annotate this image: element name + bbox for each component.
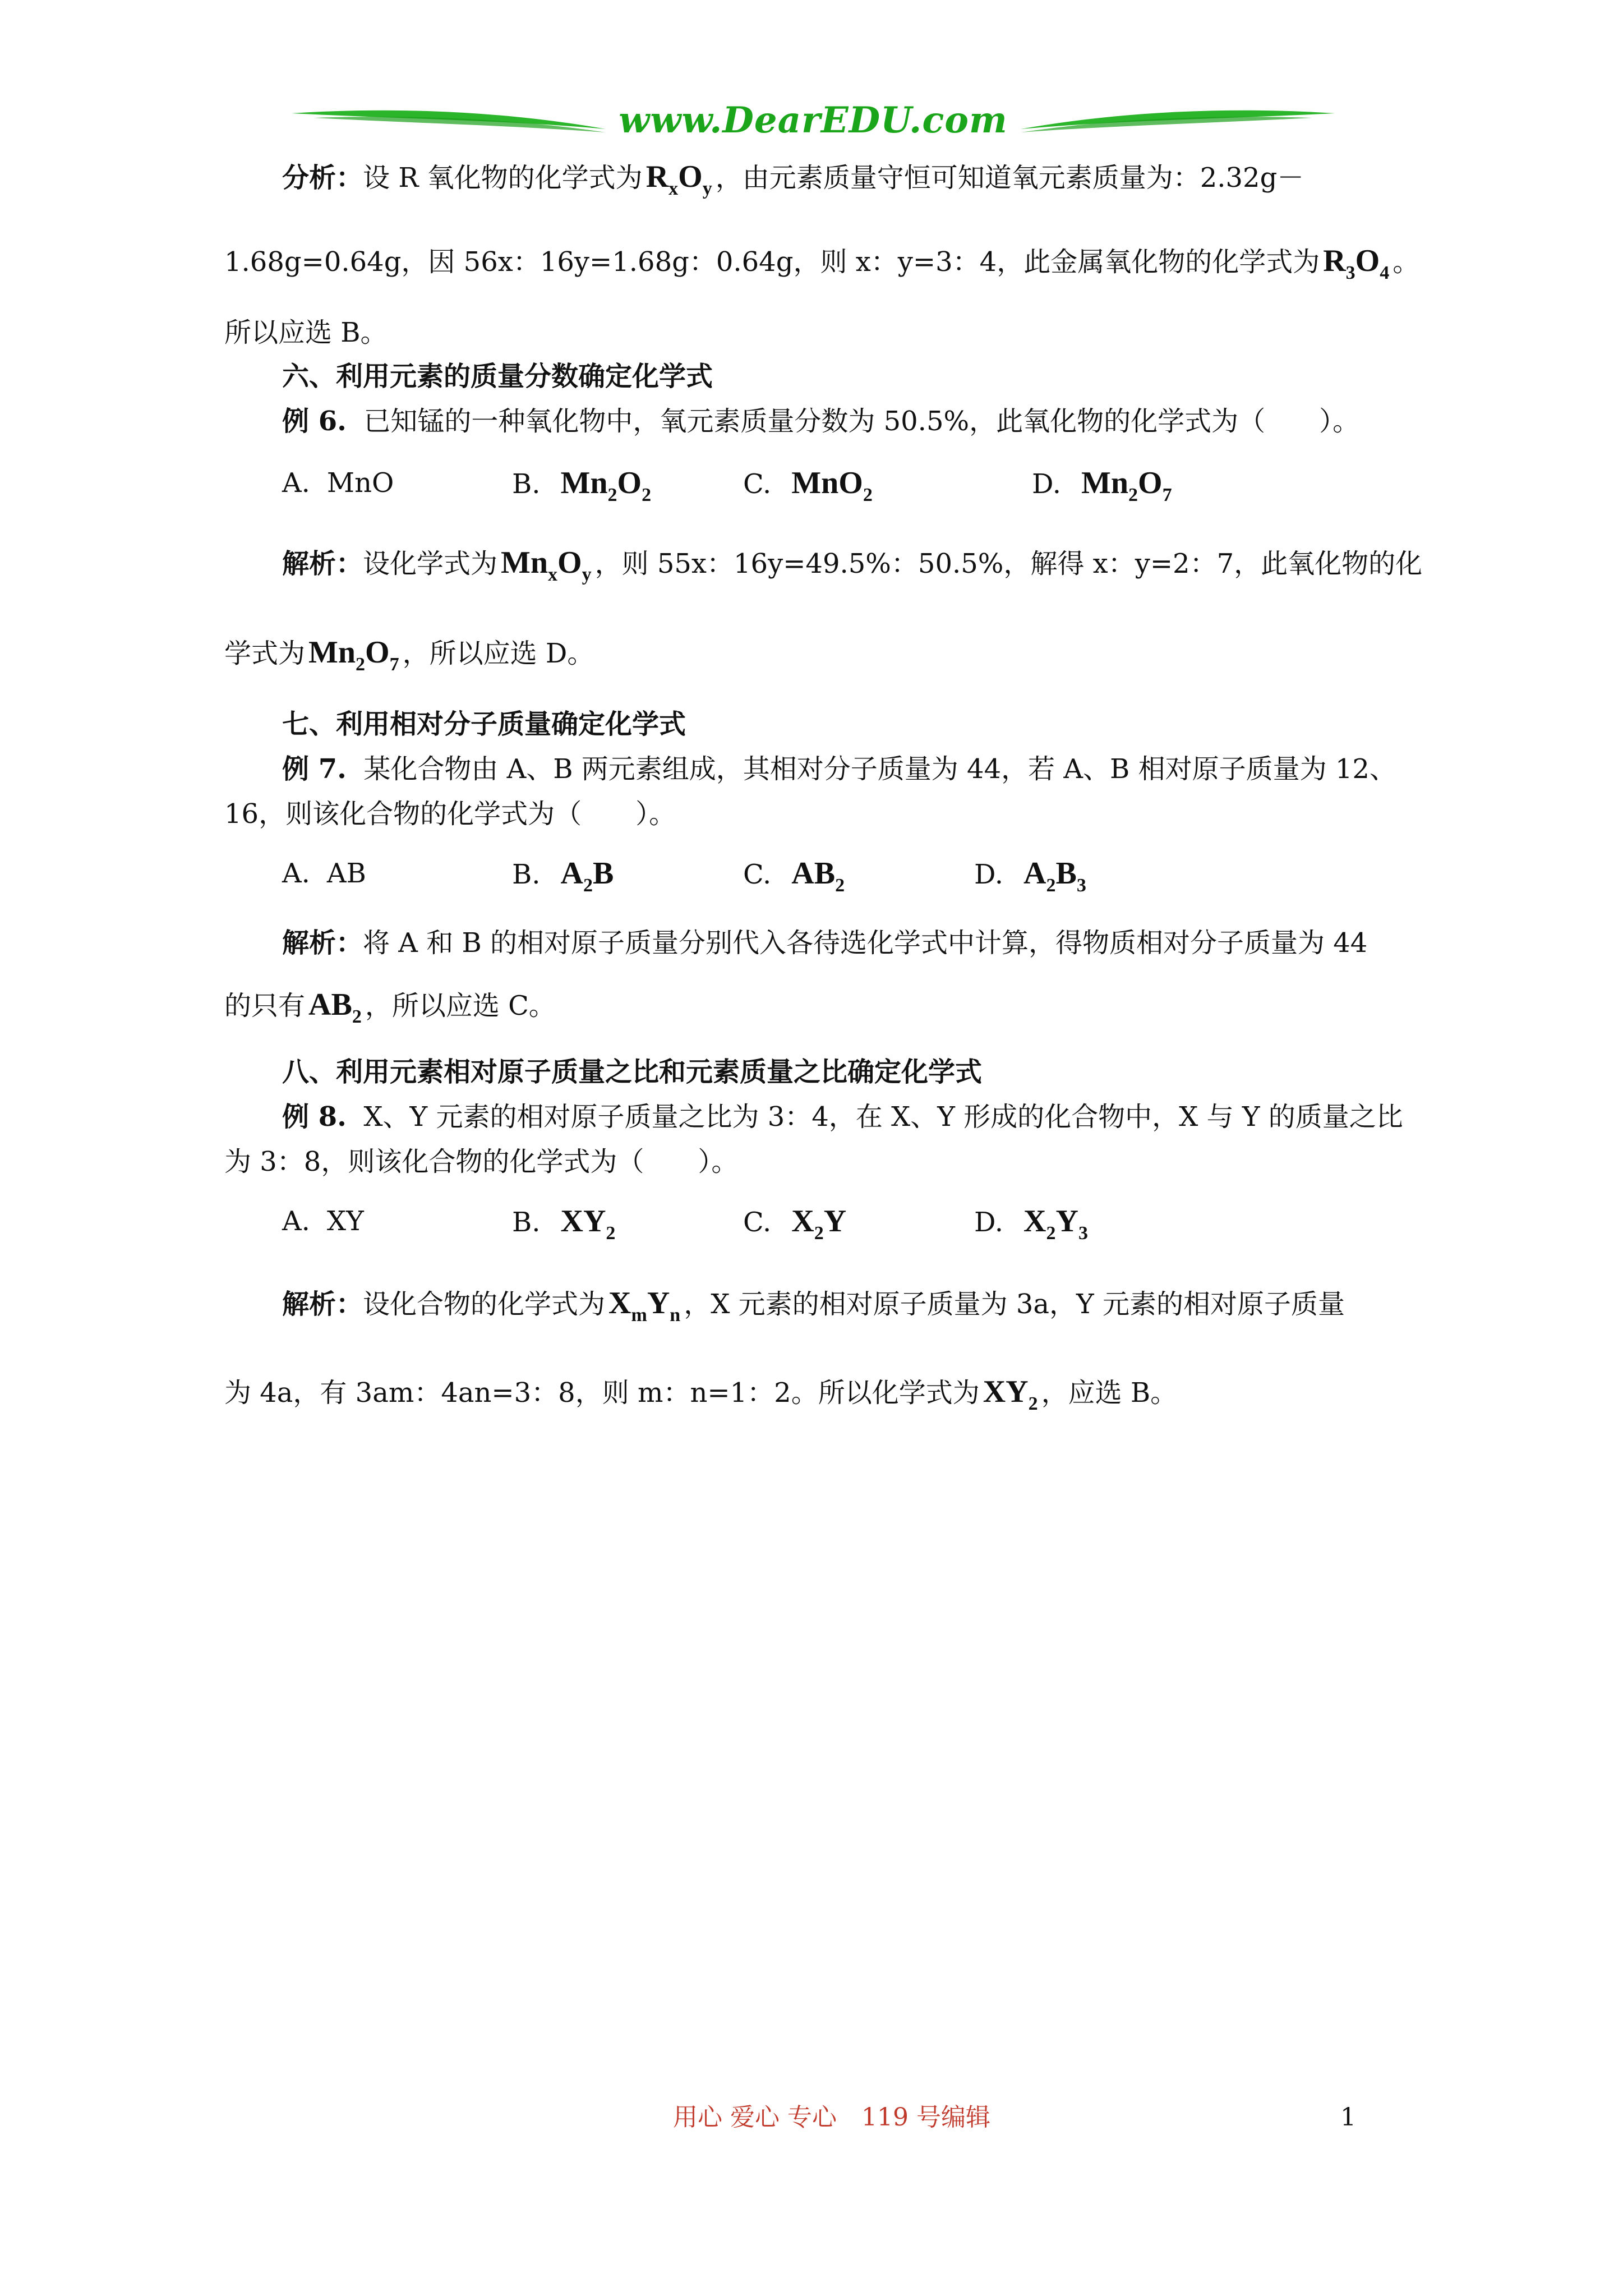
formula-X2Y3: $X_2Y_3$ <box>1023 1204 1088 1244</box>
example8-question-line2: 为 3：8，则该化合物的化学式为（ ）。 <box>224 1146 739 1177</box>
solution-label: 解析： <box>282 548 363 579</box>
solution-text: 的只有 <box>224 990 306 1022</box>
formula-MnO2: MnO$_2$ <box>791 466 873 505</box>
page-number: 1 <box>1340 2103 1356 2132</box>
section7-title: 七、利用相对分子质量确定化学式 <box>282 708 686 740</box>
option-label: C. <box>743 1207 772 1238</box>
section6-title: 六、利用元素的质量分数确定化学式 <box>282 361 713 392</box>
example7-solution-line2 <box>224 986 1424 1027</box>
example6-question <box>282 403 1482 440</box>
example7-label: 例 7. <box>282 753 347 785</box>
option-label: B. <box>512 859 541 890</box>
analysis-text: 。 <box>1393 246 1420 278</box>
option-label: B. <box>512 468 541 500</box>
formula-R3O4: $R_3O_4$ <box>1323 243 1390 283</box>
formula-AB2: $AB_2$ <box>791 856 845 896</box>
solution-text: 学式为 <box>224 638 306 669</box>
formula-AB2: $AB_2$ <box>308 987 362 1027</box>
example6-solution-line2 <box>224 634 1424 675</box>
section8-title: 八、利用元素相对原子质量之比和元素质量之比确定化学式 <box>282 1056 983 1088</box>
example6-solution-line1 <box>282 544 1482 585</box>
analysis5-line2 <box>224 242 1424 283</box>
option-label: A. <box>282 1205 310 1237</box>
analysis-label: 分析： <box>282 162 363 194</box>
example8-solution-line2 <box>224 1373 1424 1414</box>
example7-question-line2: 16，则该化合物的化学式为（ ）。 <box>224 798 676 830</box>
analysis-text: ，由元素质量守恒可知道氧元素质量为：2.32g－ <box>715 162 1304 194</box>
example7-options <box>282 854 1404 896</box>
example8-options <box>282 1202 1404 1244</box>
site-logo-text: www.DearEDU.com <box>619 99 1008 141</box>
footer-note: 用心 爱心 专心 119 号编辑 <box>673 2103 990 2132</box>
solution-text: 设化学式为 <box>363 548 498 579</box>
option-text: MnO <box>326 467 394 499</box>
solution-label: 解析： <box>282 927 363 959</box>
solution-text: ，则 55x：16y=49.5%：50.5%，解得 x：y=2：7，此氧化物的化 <box>594 548 1423 579</box>
option-label: C. <box>743 859 772 890</box>
option-label: A. <box>282 467 310 499</box>
option-text: XY <box>326 1205 364 1237</box>
solution-text: 为 4a，有 3am：4an=3：8，则 m：n=1：2。所以化学式为 <box>224 1377 980 1409</box>
option-text: AB <box>326 858 366 889</box>
option-d <box>974 854 1090 894</box>
analysis5-answer: 所以应选 B。 <box>224 317 388 348</box>
formula-XY2: $XY_2$ <box>983 1374 1038 1414</box>
analysis-text: 设 R 氧化物的化学式为 <box>363 162 643 194</box>
example8-text: X、Y 元素的相对原子质量之比为 3：4，在 X、Y 形成的化合物中，X 与 Y 的质量之比 <box>363 1101 1403 1133</box>
option-label: C. <box>743 468 772 500</box>
solution-text: ，所以应选 C。 <box>365 990 556 1022</box>
analysis5-line1 <box>282 158 1482 199</box>
option-a <box>282 463 394 503</box>
option-c <box>743 1202 850 1242</box>
option-d <box>1032 463 1175 504</box>
formula-Mn2O7: $Mn_2O_7$ <box>1081 466 1172 505</box>
solution-text: 将 A 和 B 的相对原子质量分别代入各待选化学式中计算，得物质相对分子质量为 44 <box>363 927 1368 959</box>
formula-RxOy: $R_xO_y$ <box>645 159 712 199</box>
formula-A2B: $A_2B$ <box>560 856 614 896</box>
left-swoosh-decoration <box>292 107 606 140</box>
solution-label: 解析： <box>282 1289 363 1320</box>
option-d <box>974 1202 1091 1242</box>
option-b <box>512 1202 619 1242</box>
formula-XmYn: $X_mY_n$ <box>608 1286 681 1326</box>
option-label: D. <box>974 859 1004 890</box>
formula-A2B3: $A_2B_3$ <box>1023 856 1086 896</box>
example7-question-line1 <box>282 751 1482 788</box>
formula-Mn2O7: $Mn_2O_7$ <box>308 635 399 675</box>
analysis-text: 1.68g=0.64g，因 56x：16y=1.68g：0.64g，则 x：y=3：4，此金属氧化物的化学式为 <box>224 246 1320 278</box>
example8-solution-line1 <box>282 1285 1482 1326</box>
example6-options <box>282 463 1404 503</box>
solution-text: ，所以应选 D。 <box>402 638 594 669</box>
option-label: D. <box>1032 468 1062 500</box>
option-a <box>282 854 366 893</box>
option-label: D. <box>974 1207 1004 1238</box>
option-c <box>743 463 876 504</box>
example6-label: 例 6. <box>282 406 347 437</box>
option-label: A. <box>282 858 310 889</box>
option-c <box>743 854 848 894</box>
formula-X2Y: $X_2Y$ <box>791 1204 847 1244</box>
example7-text: 某化合物由 A、B 两元素组成，其相对分子质量为 44，若 A、B 相对原子质量为 12、 <box>363 753 1396 785</box>
example8-question-line1 <box>282 1098 1482 1135</box>
example8-label: 例 8. <box>282 1101 347 1133</box>
right-swoosh-decoration <box>1021 107 1335 140</box>
site-header <box>292 95 1335 151</box>
option-a <box>282 1202 364 1241</box>
solution-text: ，应选 B。 <box>1041 1377 1178 1409</box>
solution-text: 设化合物的化学式为 <box>363 1289 606 1320</box>
example6-text: 已知锰的一种氧化物中，氧元素质量分数为 50.5%，此氧化物的化学式为（ ）。 <box>363 406 1360 437</box>
option-b <box>512 463 654 504</box>
option-label: B. <box>512 1207 541 1238</box>
formula-Mn2O2: $Mn_2O_2$ <box>560 466 652 505</box>
solution-text: ，X 元素的相对原子质量为 3a，Y 元素的相对原子质量 <box>684 1289 1345 1320</box>
example7-solution-line1 <box>282 924 1482 961</box>
formula-XY2: $XY_2$ <box>560 1204 616 1244</box>
formula-MnxOy: $Mn_xO_y$ <box>501 545 592 585</box>
option-b <box>512 854 617 894</box>
